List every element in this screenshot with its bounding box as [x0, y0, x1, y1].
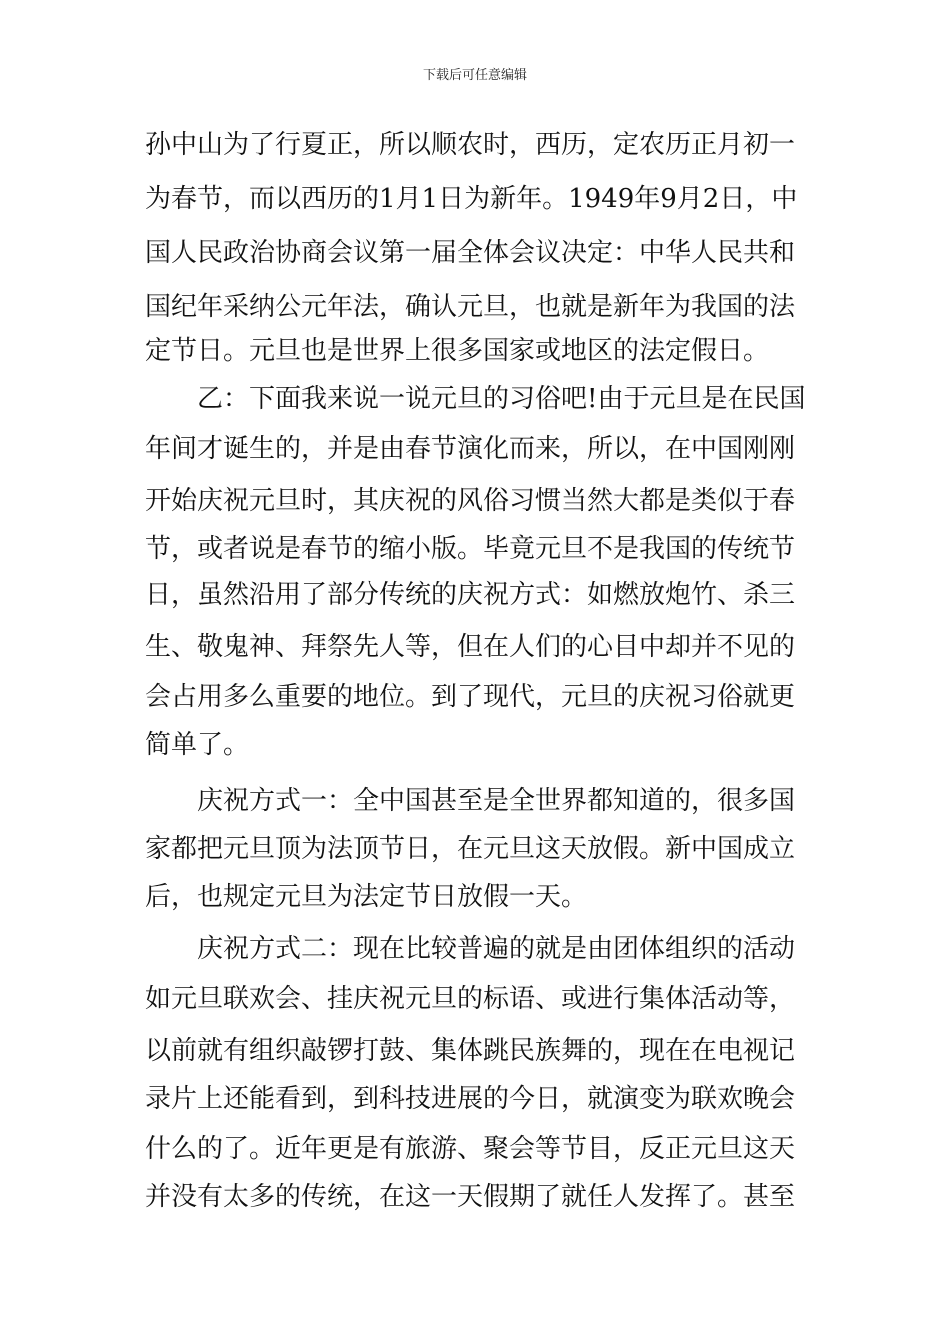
- paragraph-line: 什么的了。近年更是有旅游、聚会等节目，反正元旦这天: [145, 1134, 796, 1164]
- paragraph-line: 开始庆祝元旦时，其庆祝的风俗习惯当然大都是类似于春: [145, 486, 796, 516]
- paragraph-line: 国人民政治协商会议第一届全体会议决定：中华人民共和: [145, 238, 796, 268]
- paragraph-line: 以前就有组织敲锣打鼓、集体跳民族舞的，现在在电视记: [145, 1036, 796, 1066]
- paragraph-line: 录片上还能看到，到科技进展的今日，就演变为联欢晚会: [145, 1084, 796, 1114]
- paragraph-line: 节，或者说是春节的缩小版。毕竟元旦不是我国的传统节: [145, 534, 796, 564]
- paragraph-line: 国纪年采纳公元年法，确认元旦，也就是新年为我国的法: [145, 292, 796, 322]
- paragraph-line: 生、敬鬼神、拜祭先人等，但在人们的心目中却并不见的: [145, 632, 796, 662]
- paragraph-line: 为春节，而以西历的1月1日为新年。1949年9月2日，中: [145, 184, 798, 214]
- paragraph-line: 家都把元旦顶为法顶节日，在元旦这天放假。新中国成立: [145, 834, 796, 864]
- paragraph-line: 定节日。元旦也是世界上很多国家或地区的法定假日。: [145, 336, 770, 366]
- paragraph-line: 年间才诞生的，并是由春节演化而来，所以，在中国刚刚: [145, 434, 796, 464]
- paragraph-line: 孙中山为了行夏正，所以顺农时，西历，定农历正月初一: [145, 130, 796, 160]
- paragraph-line: 后，也规定元旦为法定节日放假一天。: [145, 882, 588, 912]
- page-header: 下载后可任意编辑: [422, 68, 527, 83]
- paragraph-line: 庆祝方式二：现在比较普遍的就是由团体组织的活动: [197, 934, 796, 964]
- paragraph-line: 简单了。: [145, 730, 250, 760]
- paragraph-line: 会占用多么重要的地位。到了现代，元旦的庆祝习俗就更: [145, 682, 796, 712]
- paragraph-line: 乙：下面我来说一说元旦的习俗吧!由于元旦是在民国: [197, 384, 806, 414]
- paragraph-line: 如元旦联欢会、挂庆祝元旦的标语、或进行集体活动等，: [145, 984, 796, 1014]
- paragraph-line: 并没有太多的传统，在这一天假期了就任人发挥了。甚至: [145, 1182, 796, 1212]
- paragraph-line: 庆祝方式一：全中国甚至是全世界都知道的，很多国: [197, 786, 796, 816]
- paragraph-line: 日，虽然沿用了部分传统的庆祝方式：如燃放炮竹、杀三: [145, 580, 796, 610]
